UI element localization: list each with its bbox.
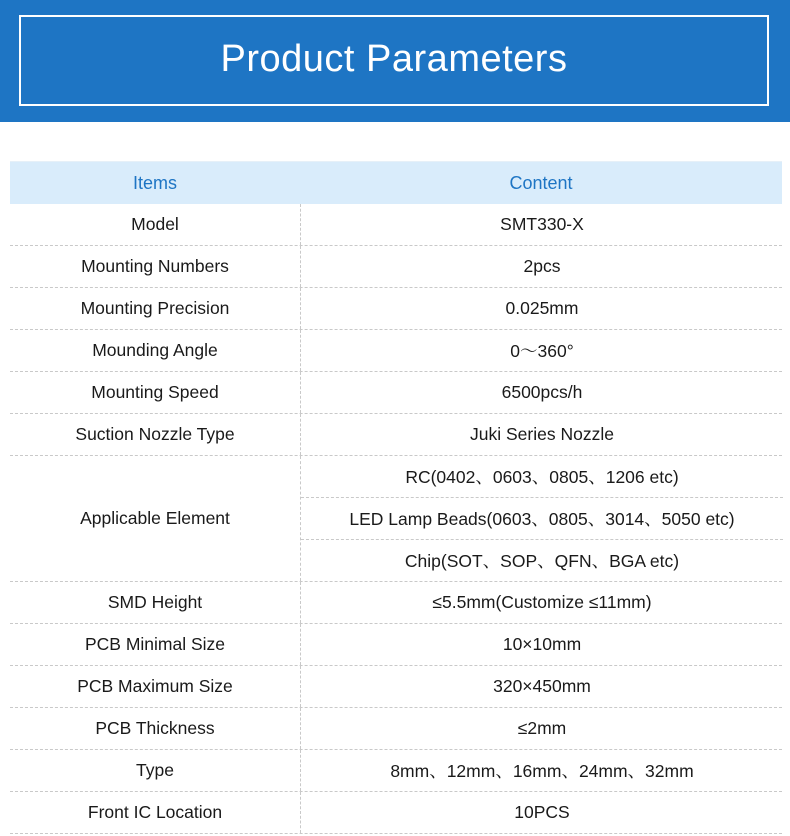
content-subline: Chip(SOT、SOP、QFN、BGA etc)	[301, 539, 783, 581]
item-cell: Mounding Angle	[10, 330, 301, 371]
content-cell: 320×450mm	[493, 676, 591, 696]
content-cell: 0～360°	[510, 341, 574, 361]
content-cell: 10PCS	[514, 802, 570, 822]
table-row	[10, 414, 782, 456]
content-cell: 0.025mm	[505, 298, 579, 318]
content-cell: 6500pcs/h	[501, 382, 583, 402]
table-row	[10, 330, 782, 372]
table-row	[10, 246, 782, 288]
item-cell: Mounting Numbers	[10, 246, 301, 287]
header-items: Items	[132, 172, 177, 193]
parameters-table	[10, 161, 782, 834]
item-cell: Mounting Precision	[10, 288, 301, 329]
table-header	[10, 161, 782, 204]
table-row	[10, 582, 782, 624]
content-cell-group	[301, 456, 783, 581]
table-row	[10, 288, 782, 330]
content-subline: RC(0402、0603、0805、1206 etc)	[405, 467, 679, 487]
table-row	[10, 666, 782, 708]
content-cell: 8mm、12mm、16mm、24mm、32mm	[390, 761, 694, 781]
page-title: Product Parameters	[220, 38, 568, 80]
title-frame	[19, 15, 769, 106]
item-cell: SMD Height	[10, 582, 301, 623]
table-row	[10, 372, 782, 414]
table-row	[10, 204, 782, 246]
content-cell: 2pcs	[523, 256, 561, 276]
item-cell: Mounting Speed	[10, 372, 301, 413]
item-cell: PCB Maximum Size	[10, 666, 301, 707]
content-cell: ≤2mm	[517, 718, 567, 738]
item-cell: Type	[10, 750, 301, 791]
content-cell: ≤5.5mm(Customize ≤11mm)	[432, 592, 652, 612]
table-body	[10, 204, 782, 834]
content-cell: 10×10mm	[502, 634, 582, 654]
item-cell: Applicable Element	[10, 456, 301, 581]
header-content: Content	[509, 172, 573, 193]
table-row	[10, 750, 782, 792]
item-cell: PCB Minimal Size	[10, 624, 301, 665]
item-cell: PCB Thickness	[10, 708, 301, 749]
title-banner	[0, 0, 790, 122]
item-cell: Suction Nozzle Type	[10, 414, 301, 455]
table-row	[10, 456, 782, 582]
table-row	[10, 792, 782, 834]
table-row	[10, 624, 782, 666]
content-cell: SMT330-X	[500, 214, 584, 234]
content-cell: Juki Series Nozzle	[470, 424, 614, 444]
item-cell: Front IC Location	[10, 792, 301, 833]
table-row	[10, 708, 782, 750]
content-subline: LED Lamp Beads(0603、0805、3014、5050 etc)	[301, 497, 783, 539]
item-cell: Model	[10, 204, 301, 245]
